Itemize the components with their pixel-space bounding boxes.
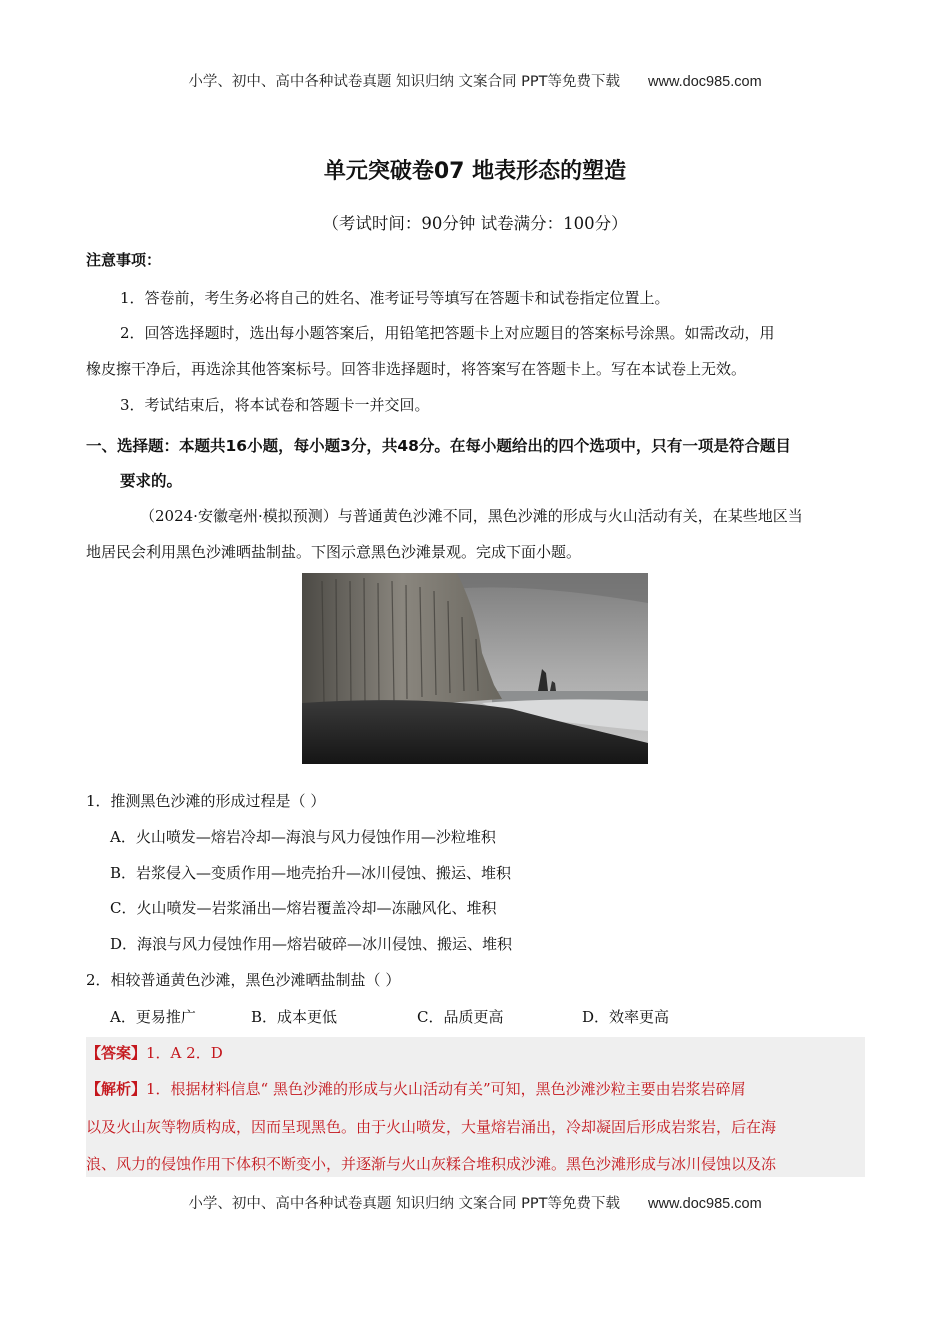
footer-site[interactable]: www.doc985.com	[648, 1196, 762, 1212]
answer-text: 1．A 2．D	[146, 1044, 223, 1062]
footer-text: 小学、初中、高中各种试卷真题 知识归纳 文案合同 PPT等免费下载	[188, 1196, 621, 1212]
analysis-text: 以及火山灰等物质构成，因而呈现黑色。由于火山喷发，大量熔岩涌出，冷却凝固后形成岩浆岩，后在海	[86, 1118, 777, 1136]
header-site[interactable]: www.doc985.com	[648, 74, 762, 90]
analysis-line	[86, 1080, 746, 1098]
question-stem: 1．推测黑色沙滩的形成过程是（ ）	[86, 792, 326, 810]
notice-heading: 注意事项：	[86, 251, 162, 269]
analysis-label: 【解析】	[86, 1080, 147, 1098]
option-d: D．效率更高	[582, 1008, 670, 1026]
page-footer	[0, 1192, 950, 1213]
option-a: A．更易推广	[110, 1008, 196, 1026]
page-header	[0, 70, 950, 91]
question-stem: 2．相较普通黄色沙滩，黑色沙滩晒盐制盐（ ）	[86, 971, 401, 989]
option-b: B．成本更低	[251, 1008, 338, 1026]
material-text: 地居民会利用黑色沙滩晒盐制盐。下图示意黑色沙滩景观。完成下面小题。	[86, 543, 582, 561]
option-c: C．品质更高	[417, 1008, 504, 1026]
page-title: 单元突破卷07 地表形态的塑造	[323, 159, 627, 184]
black-sand-beach-photo	[302, 573, 648, 764]
option-d: D．海浪与风力侵蚀作用—熔岩破碎—冰川侵蚀、搬运、堆积	[110, 935, 513, 953]
notice-item: 2．回答选择题时，选出每小题答案后，用铅笔把答题卡上对应题目的答案标号涂黑。如需改动，用	[120, 324, 775, 342]
option-a: A．火山喷发—熔岩冷却—海浪与风力侵蚀作用—沙粒堆积	[110, 828, 496, 846]
answer-line	[86, 1044, 223, 1062]
analysis-text: 1．根据材料信息“ 黑色沙滩的形成与火山活动有关”可知，黑色沙滩沙粒主要由岩浆岩碎屑	[146, 1080, 746, 1098]
notice-item: 橡皮擦干净后，再选涂其他答案标号。回答非选择题时，将答案写在答题卡上。写在本试卷上无效。	[86, 360, 747, 378]
section-heading: 一、选择题：本题共16小题，每小题3分，共48分。在每小题给出的四个选项中，只有一项是符合题目	[86, 437, 791, 455]
answer-label: 【答案】	[86, 1044, 147, 1062]
header-text: 小学、初中、高中各种试卷真题 知识归纳 文案合同 PPT等免费下载	[188, 74, 621, 90]
material-text: （2024·安徽亳州·模拟预测）与普通黄色沙滩不同，黑色沙滩的形成与火山活动有关，在某些地区当	[140, 507, 803, 525]
option-c: C．火山喷发—岩浆涌出—熔岩覆盖冷却—冻融风化、堆积	[110, 899, 497, 917]
analysis-text: 浪、风力的侵蚀作用下体积不断变小，并逐渐与火山灰糅合堆积成沙滩。黑色沙滩形成与冰川侵蚀以及冻	[86, 1155, 777, 1173]
section-heading-cont: 要求的。	[120, 472, 183, 490]
exam-info: （考试时间：90分钟 试卷满分：100分）	[322, 214, 628, 233]
notice-item: 1．答卷前，考生务必将自己的姓名、准考证号等填写在答题卡和试卷指定位置上。	[120, 289, 670, 307]
notice-item: 3．考试结束后，将本试卷和答题卡一并交回。	[120, 396, 430, 414]
option-b: B．岩浆侵入—变质作用—地壳抬升—冰川侵蚀、搬运、堆积	[110, 864, 512, 882]
